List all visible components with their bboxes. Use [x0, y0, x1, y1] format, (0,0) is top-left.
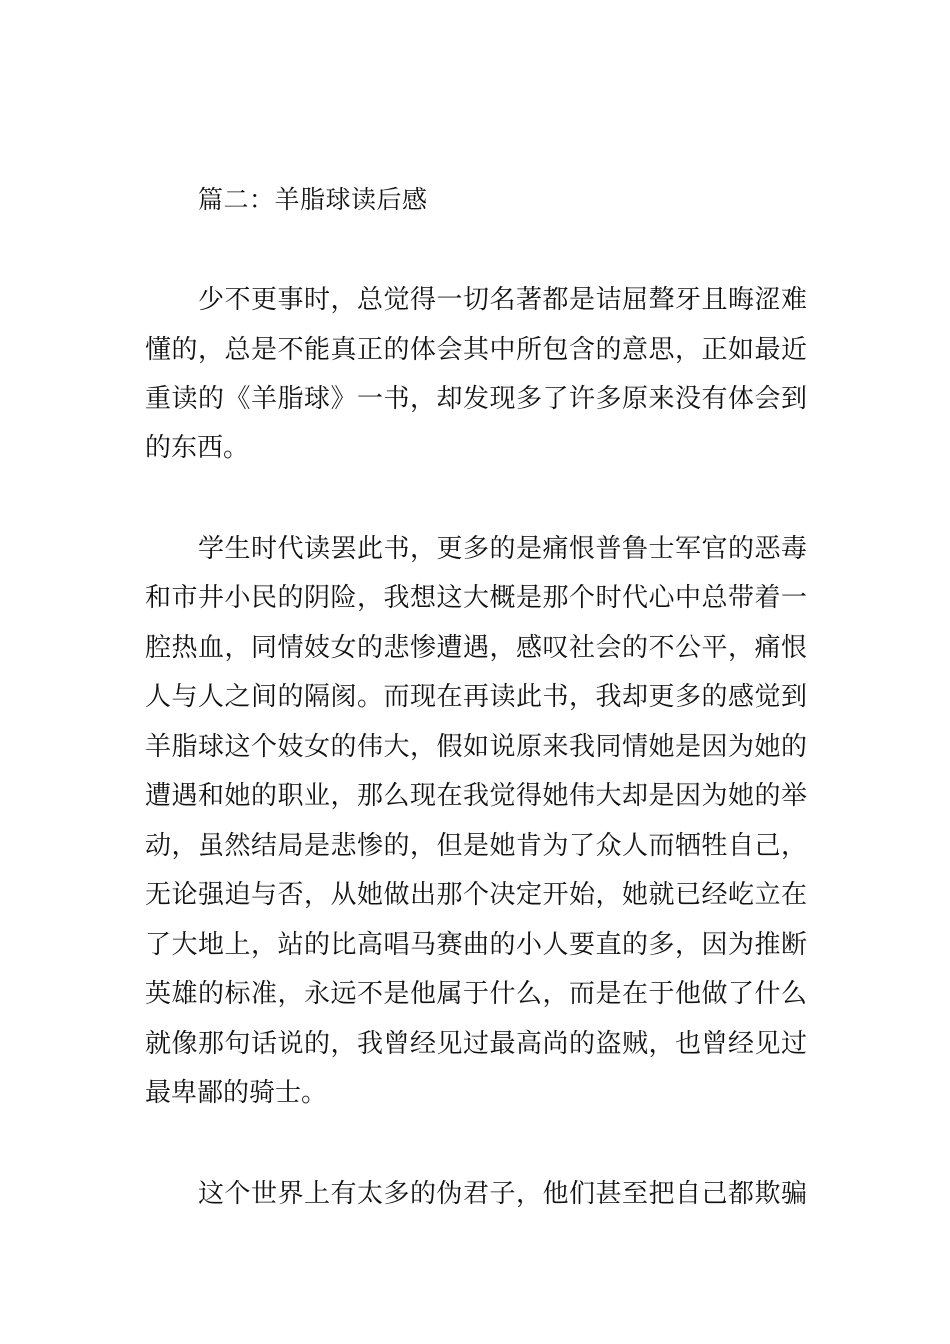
paragraph-1-line-4: 的东西。 — [145, 433, 250, 463]
paragraph-1-line-2: 懂的，总是不能真正的体会其中所包含的意思，正如最近 — [145, 335, 807, 365]
paragraph-2-line-11: 就像那句话说的，我曾经见过最高尚的盗贼，也曾经见过 — [145, 1029, 807, 1059]
paragraph-2-line-7: 动，虽然结局是悲惨的，但是她肯为了众人而牺牲自己， — [145, 831, 807, 861]
paragraph-2-line-10: 英雄的标准，永远不是他属于什么，而是在于他做了什么 — [145, 979, 807, 1009]
section-title: 篇二：羊脂球读后感 — [198, 185, 428, 214]
paragraph-2-line-1: 学生时代读罢此书，更多的是痛恨普鲁士军官的恶毒 — [198, 534, 807, 564]
paragraph-2-line-3: 腔热血，同情妓女的悲惨遭遇，感叹社会的不公平，痛恨 — [145, 633, 807, 663]
paragraph-1-line-1: 少不更事时，总觉得一切名著都是诘屈聱牙且晦涩难 — [198, 285, 807, 315]
paragraph-2-line-2: 和市井小民的阴险，我想这大概是那个时代心中总带着一 — [145, 583, 807, 613]
paragraph-1-line-3: 重读的《羊脂球》一书，却发现多了许多原来没有体会到 — [145, 384, 807, 414]
paragraph-2-line-6: 遭遇和她的职业，那么现在我觉得她伟大却是因为她的举 — [145, 781, 807, 811]
paragraph-2-line-12: 最卑鄙的骑士。 — [145, 1078, 328, 1108]
paragraph-3-line-1: 这个世界上有太多的伪君子，他们甚至把自己都欺骗 — [198, 1179, 807, 1209]
paragraph-2-line-9: 了大地上，站的比高唱马赛曲的小人要直的多，因为推断 — [145, 930, 807, 960]
paragraph-2-line-5: 羊脂球这个妓女的伟大，假如说原来我同情她是因为她的 — [145, 732, 807, 762]
paragraph-2-line-4: 人与人之间的隔阂。而现在再读此书，我却更多的感觉到 — [145, 682, 807, 712]
paragraph-2-line-8: 无论强迫与否，从她做出那个决定开始，她就已经屹立在 — [145, 880, 807, 910]
